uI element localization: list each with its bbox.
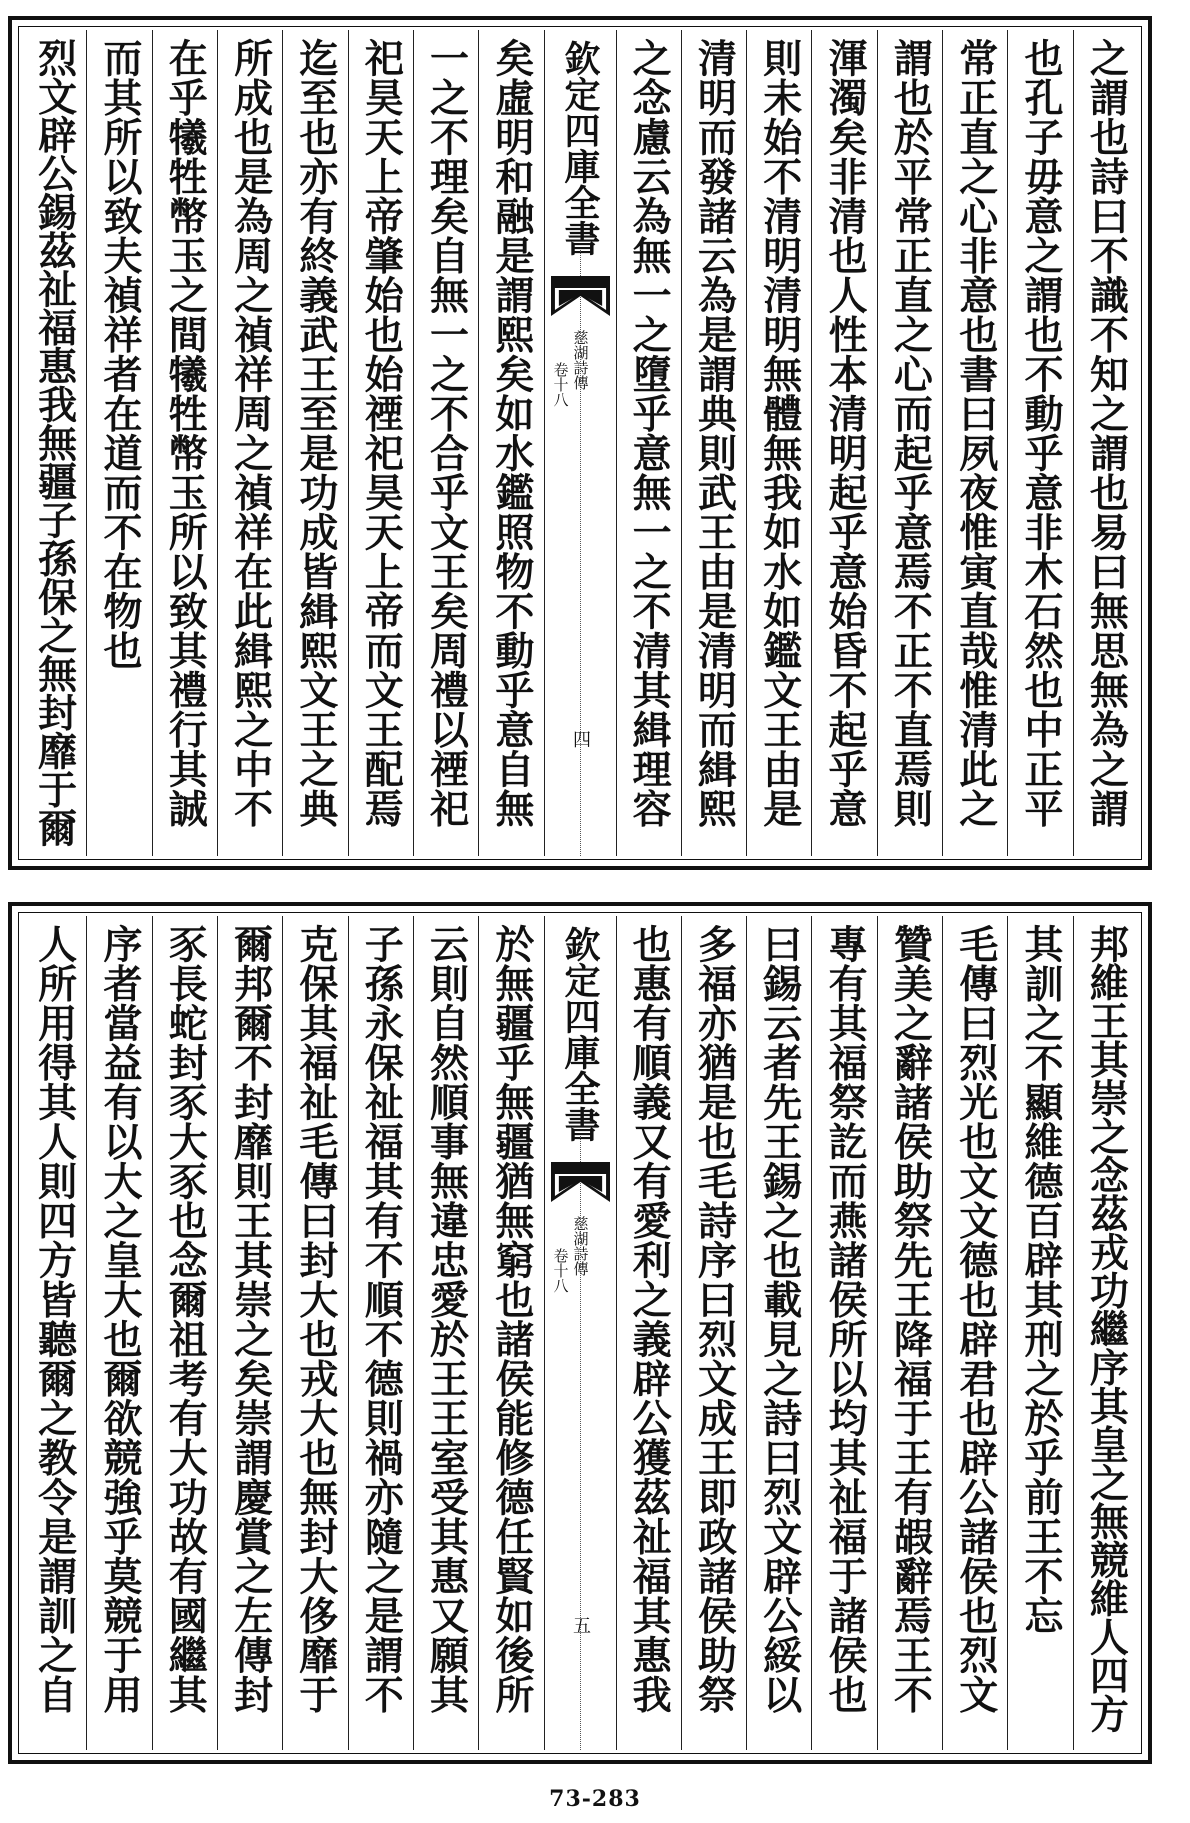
column-text: 人所用得其人則四方皆聽爾之教令是謂訓之自 — [31, 924, 78, 1714]
column-text: 專有其福祭訖而燕諸侯所以均其祉福于諸侯也 — [822, 924, 869, 1714]
column-text: 渾濁矣非清也人性本清明起乎意始昏不起乎意 — [822, 38, 869, 828]
text-column — [681, 916, 746, 1750]
column-text: 克保其福祉毛傳曰封大也戎大也無封大侈靡于 — [292, 924, 339, 1714]
text-column — [942, 916, 1007, 1750]
column-text: 謂也於平常正直之心而起乎意焉不正不直焉則 — [887, 38, 934, 828]
column-text: 邦維王其崇之念茲戎功繼序其皇之無競維人四方 — [1083, 924, 1130, 1733]
column-text: 在乎犧牲幣玉之間犧牲幣玉所以致其禮行其誠 — [162, 38, 209, 828]
text-column — [86, 916, 151, 1750]
text-column — [478, 916, 543, 1750]
text-column — [1007, 916, 1072, 1750]
column-text: 烈文辟公錫茲祉福惠我無疆子孫保之無封靡于爾 — [31, 38, 78, 847]
leaf-number: 四 — [570, 730, 591, 748]
volume-label: 卷十八 — [551, 362, 570, 407]
text-column — [282, 916, 347, 1750]
column-text: 爾邦爾不封靡則王其崇之矣崇謂慶賞之左傳封 — [227, 924, 274, 1714]
text-column — [413, 30, 478, 856]
text-column — [877, 916, 942, 1750]
column-text: 則未始不清明清明無體無我如水如鑑文王由是 — [756, 38, 803, 828]
text-column — [1007, 30, 1072, 856]
column-text: 云則自然順事無違忠愛於王王室受其惠又願其 — [423, 924, 470, 1714]
column-text: 曰錫云者先王錫之也載見之詩曰烈文辟公綏以 — [756, 924, 803, 1714]
text-column — [152, 30, 217, 856]
text-column — [217, 30, 282, 856]
text-column — [478, 30, 543, 856]
column-text: 於無疆乎無疆猶無窮也諸侯能修德任賢如後所 — [488, 924, 535, 1714]
center-margin — [544, 30, 616, 856]
text-column — [348, 30, 413, 856]
book-title: 慈湖詩傳 — [571, 1216, 590, 1276]
collection-title: 欽定四庫全書 — [559, 40, 601, 256]
bottom-page-block — [8, 902, 1152, 1764]
text-column — [616, 30, 681, 856]
text-column — [348, 916, 413, 1750]
column-text: 清明而發諸云為是謂典則武王由是清明而緝熙 — [691, 38, 738, 828]
column-text: 一之不理矣自無一之不合乎文王矣周禮以禋祀 — [423, 38, 470, 828]
collection-title: 欽定四庫全書 — [559, 926, 601, 1142]
book-title: 慈湖詩傳 — [571, 330, 590, 390]
volume-label: 卷十八 — [551, 1248, 570, 1293]
column-text: 常正直之心非意也書曰夙夜惟寅直哉惟清此之 — [952, 38, 999, 828]
text-column — [22, 916, 86, 1750]
text-column — [811, 30, 876, 856]
text-column — [877, 30, 942, 856]
column-text: 贊美之辭諸侯助祭先王降福于王有嘏辭焉王不 — [887, 924, 934, 1714]
column-text: 其訓之不顯維德百辟其刑之於乎前王不忘 — [1018, 924, 1064, 1635]
text-column — [681, 30, 746, 856]
column-text: 而其所以致夫禎祥者在道而不在物也 — [96, 38, 143, 670]
bottom-page-columns — [22, 916, 1138, 1750]
column-text: 毛傳曰烈光也文文德也辟君也辟公諸侯也烈文 — [952, 924, 999, 1714]
text-column — [217, 916, 282, 1750]
text-column — [1073, 916, 1138, 1750]
column-text: 所成也是為周之禎祥周之禎祥在此緝熙之中不 — [227, 38, 274, 828]
text-column — [811, 916, 876, 1750]
column-text: 之念慮云為無一之墮乎意無一之不清其緝理容 — [626, 38, 673, 828]
column-text: 矣虛明和融是謂熙矣如水鑑照物不動乎意自無 — [488, 38, 535, 828]
text-column — [746, 916, 811, 1750]
text-column — [152, 916, 217, 1750]
center-margin — [544, 916, 616, 1750]
text-column — [22, 30, 86, 856]
text-column — [942, 30, 1007, 856]
column-text: 豕長蛇封豕大豕也念爾祖考有大功故有國繼其 — [162, 924, 209, 1714]
column-text: 子孫永保祉福其有不順不德則禍亦隨之是謂不 — [358, 924, 405, 1714]
column-text: 也惠有順義又有愛利之義辟公獲茲祉福其惠我 — [626, 924, 673, 1714]
top-page-columns — [22, 30, 1138, 856]
top-page-block — [8, 16, 1152, 870]
column-text: 之謂也詩曰不識不知之謂也易曰無思無為之謂 — [1083, 38, 1130, 828]
column-text: 多福亦猶是也毛詩序曰烈文成王即政諸侯助祭 — [691, 924, 738, 1714]
page-number-footer: 73-283 — [549, 1786, 641, 1812]
text-column — [746, 30, 811, 856]
leaf-number: 五 — [570, 1616, 591, 1634]
column-text: 迄至也亦有終義武王至是功成皆緝熙文王之典 — [292, 38, 339, 828]
column-text: 也孔子毋意之謂也不動乎意非木石然也中正平 — [1018, 38, 1064, 828]
fish-tail-mark-icon — [551, 1162, 610, 1208]
column-text: 序者當益有以大之皇大也爾欲競強乎莫競于用 — [96, 924, 143, 1714]
text-column — [616, 916, 681, 1750]
text-column — [86, 30, 151, 856]
column-text: 祀昊天上帝肇始也始禋祀昊天上帝而文王配焉 — [358, 38, 405, 828]
fish-tail-mark-icon — [551, 276, 610, 322]
text-column — [413, 916, 478, 1750]
text-column — [282, 30, 347, 856]
text-column — [1073, 30, 1138, 856]
